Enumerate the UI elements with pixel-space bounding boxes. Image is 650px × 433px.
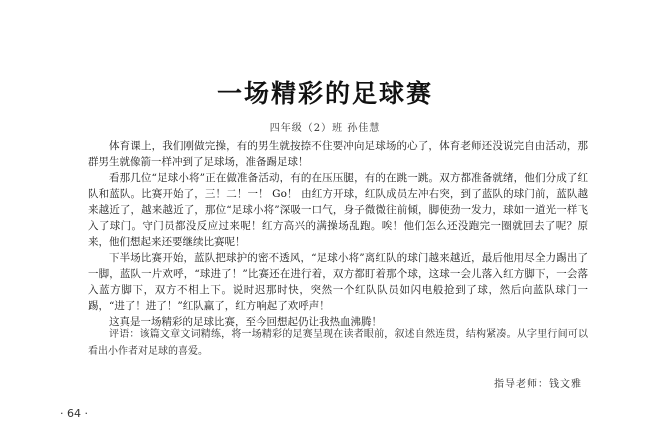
article-body [88, 138, 588, 330]
paragraph: 体育课上，我们刚做完操，有的男生就按捺不住要冲向足球场的心了，体育老师还没说完自由活动，那群男生就像箭一样冲到了足球场，准备踢足球！ [88, 140, 588, 168]
author-byline: 四年级（2）班 孙佳慧 [269, 123, 381, 134]
paragraph: 下半场比赛开始，蓝队把球护的密不透风，“足球小将”离红队的球门越来越近，最后他用尽全力踢出了一脚，蓝队一片欢呼，“球进了！”比赛还在进行着，双方都盯着那个球，这球一会儿落入红方脚下，一会落入蓝方脚下，双方不相上下。说时迟那时快，突然一个红队队员如闪电般抢到了球，然后向蓝队球门一踢，“进了！进了！”红队赢了，红方响起了欢呼声！ [88, 252, 588, 312]
paragraph: 看那几位“足球小将”正在做准备活动，有的在压压腿，有的在跳一跳。双方都准备就绪，他们分成了红队和蓝队。比赛开始了，三！二！一！ Go！ 由红方开球，红队成员左冲右突，到了蓝队的球门前，蓝队越来越近了，越来越近了，那位“足球小将”深吸一口气，身子微微往前倾，脚使劲一发力，球如一道光一样飞入了球门。守门员都没反应过来呢！红方高兴的满操场乱跑。唉！他们怎么还没跑完一圈就回去了呢？原来，他们想起来还要继续比赛呢！ [88, 172, 588, 248]
article-title: 一场精彩的足球赛 [216, 79, 433, 108]
page-number: · 64 · [60, 407, 88, 420]
instructor-name: 指导老师：钱文雅 [494, 379, 582, 390]
paragraph: 这真是一场精彩的足球比赛，至今回想起仍让我热血沸腾！ [109, 316, 382, 328]
comment-text: 评语：该篇文章文词精练，将一场精彩的足赛呈现在读者眼前，叙述自然连贯，结构紧凑。从字里行间可以看出小作者对足球的喜爱。 [88, 329, 588, 357]
teacher-comment [88, 326, 588, 360]
